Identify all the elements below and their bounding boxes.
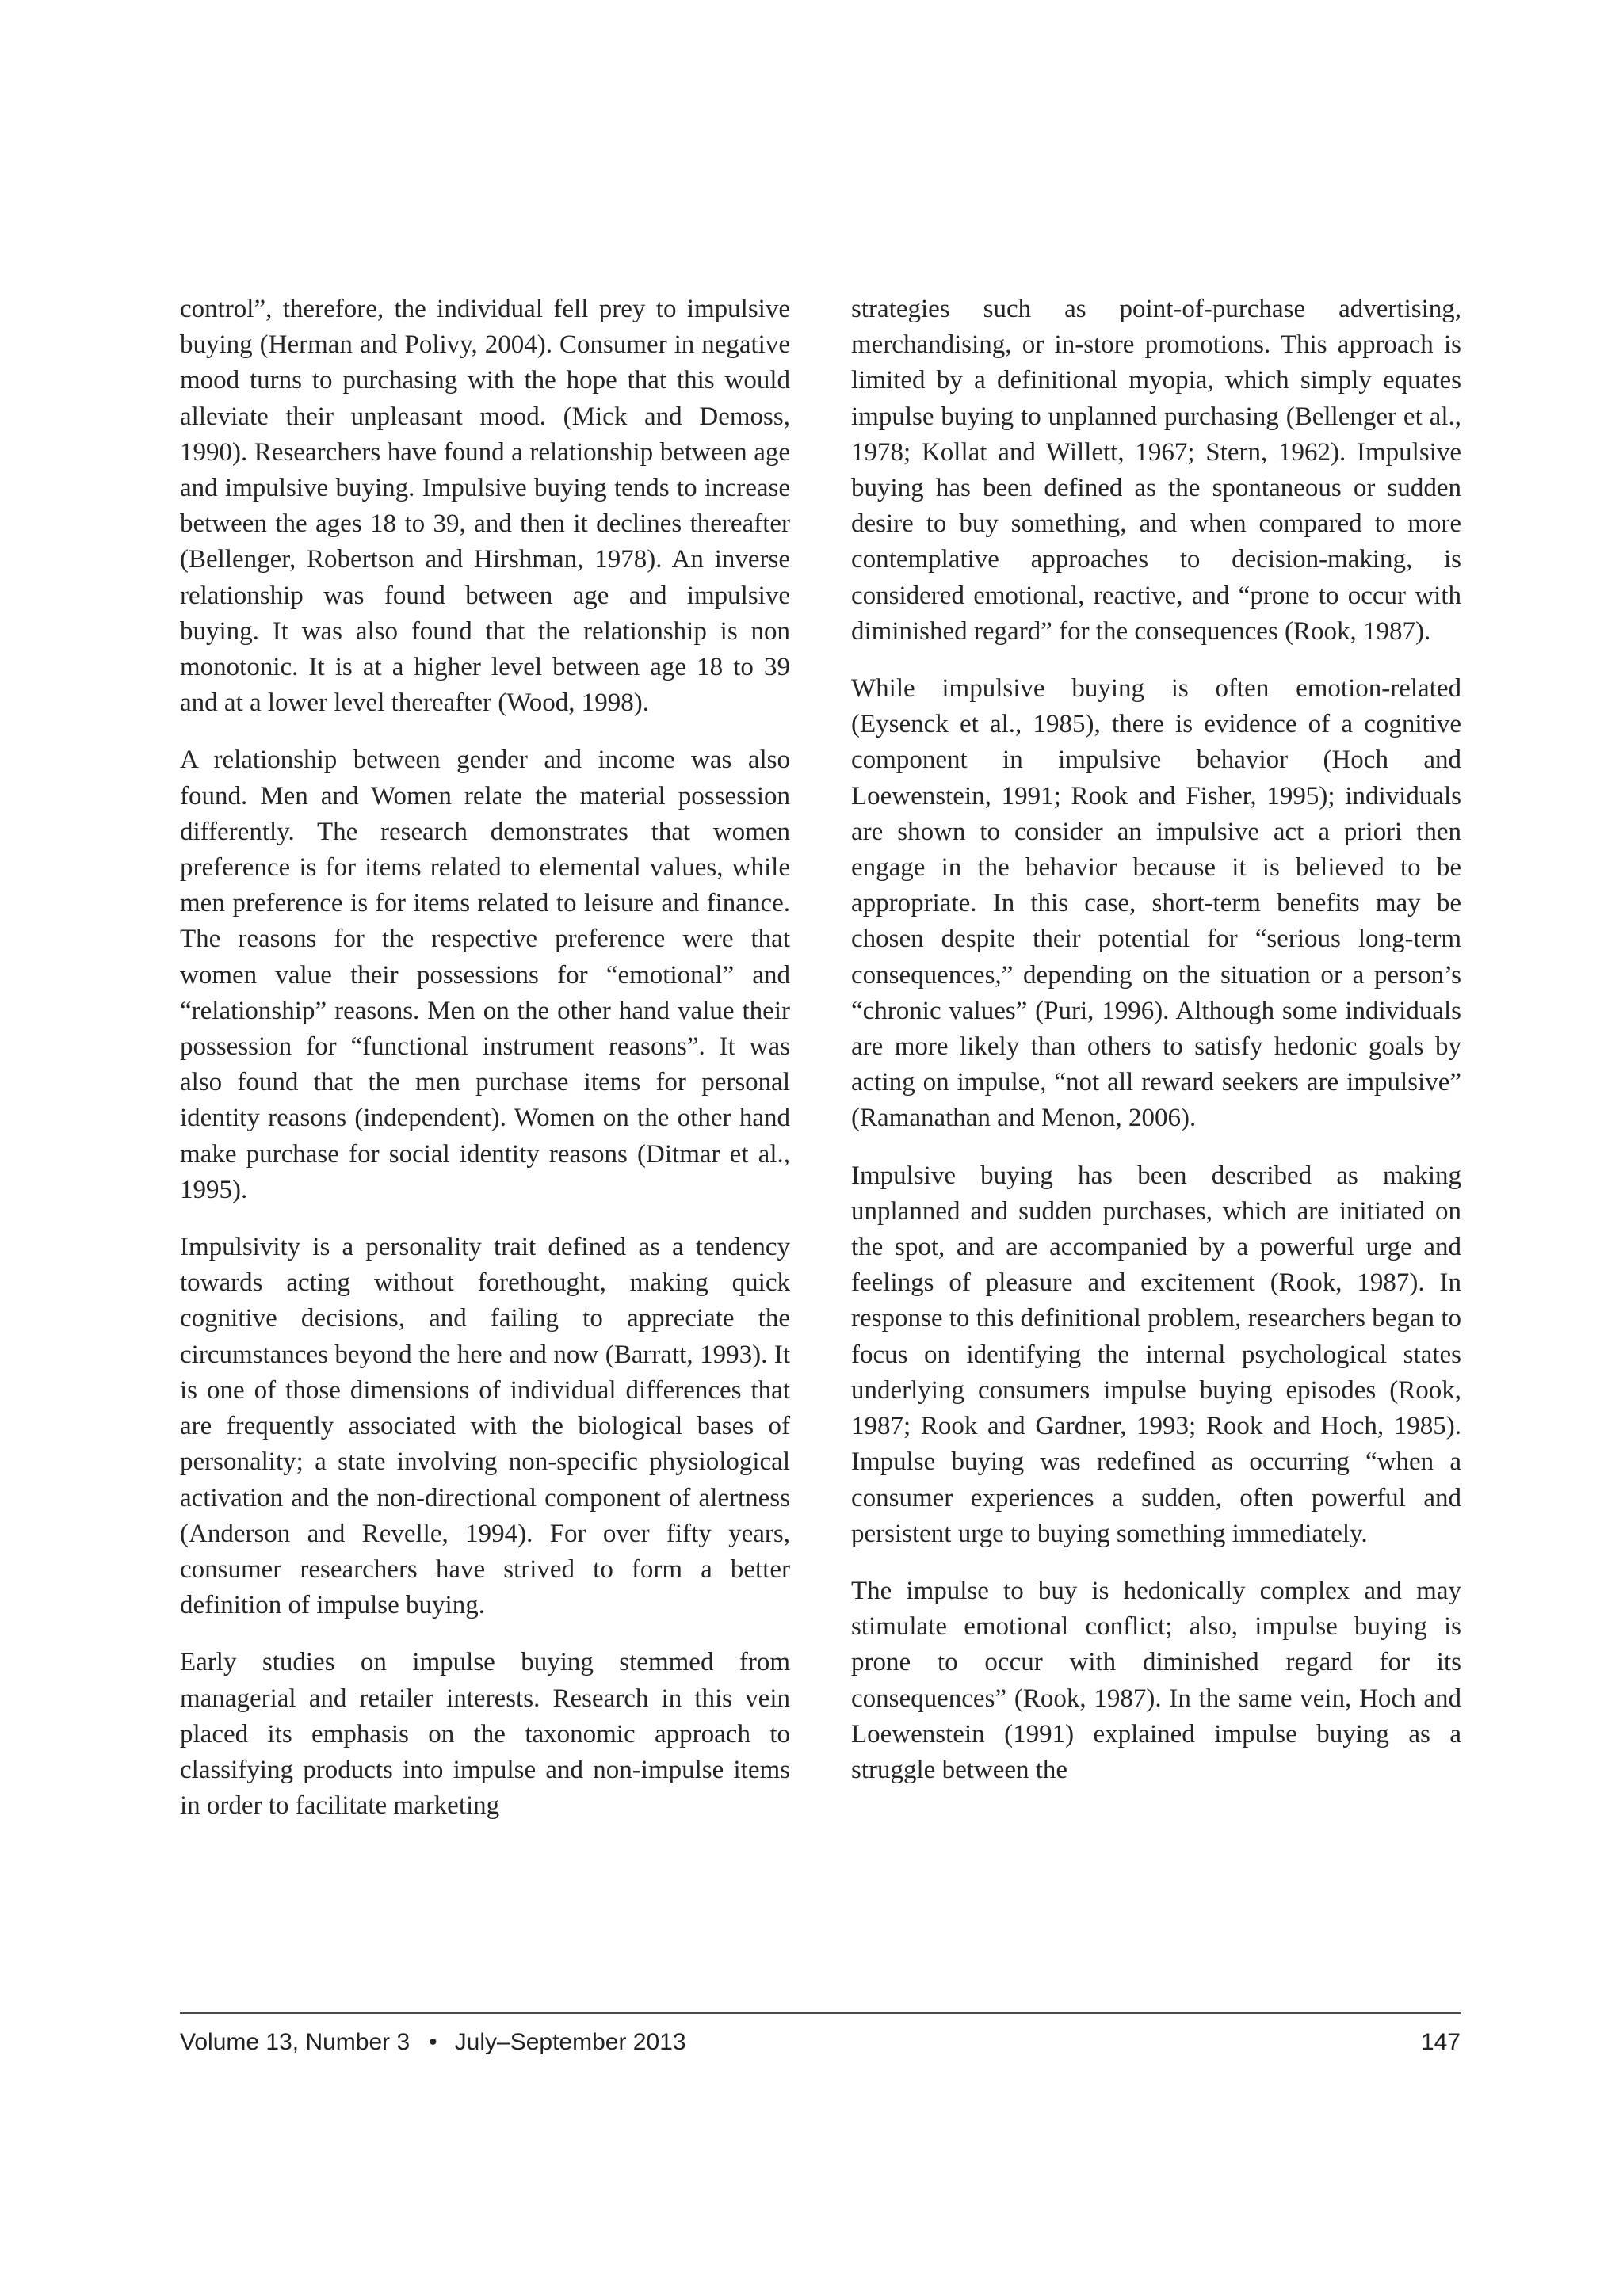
paragraph: While impulsive buying is often emotion-related (Eysenck et al., 1985), there is evidence of a cognitive component in impulsive behavior (Hoch and Loewenstein, 1991; Rook and Fisher, 1995); individuals are shown to consider an impulsive act a priori then engage in the behavior because it is believed to be appropriate. In this case, short-term benefits may be chosen despite their potential for “serious long-term consequences,” depending on the situation or a person’s “chronic values” (Puri, 1996). Although some individuals are more likely than others to satisfy hedonic goals by acting on impulse, “not all reward seekers are impulsive” (Ramanathan and Menon, 2006). [851,674,1461,1133]
paragraph: The impulse to buy is hedonically complex and may stimulate emotional conflict; also, impulse buying is prone to occur with diminished regard for its consequences” (Rook, 1987). In the same vein, Hoch and Loewenstein (1991) explained impulse buying as a struggle between the [851,1576,1461,1784]
paragraph: A relationship between gender and income was also found. Men and Women relate the material possession differently. The research demonstrates that women preference is for items related to elemental values, while men preference is for items related to leisure and finance. The reasons for the respective preference were that women value their possessions for “emotional” and “relationship” reasons. Men on the other hand value their possession for “functional instrument reasons”. It was also found that the men purchase items for personal identity reasons (independent). Women on the other hand make purchase for social identity reasons (Ditmar et al., 1995). [180,746,790,1204]
paragraph: Impulsivity is a personality trait defined as a tendency towards acting without forethought, making quick cognitive decisions, and failing to appreciate the circumstances beyond the here and now (Barratt, 1993). It is one of those dimensions of individual differences that are frequently associated with the biological bases of personality; a state involving non-specific physiological activation and the non-directional component of alertness (Anderson and Revelle, 1994). For over fifty years, consumer researchers have strived to form a better definition of impulse buying. [180,1233,790,1620]
paragraph: control”, therefore, the individual fell prey to impulsive buying (Herman and Polivy, 2004). Consumer in negative mood turns to purchasing with the hope that this would alleviate their unpleasant mood. (Mick and Demoss, 1990). Researchers have found a relationship between age and impulsive buying. Impulsive buying tends to increase between the ages 18 to 39, and then it declines thereafter (Bellenger, Robertson and Hirshman, 1978). An inverse relationship was found between age and impulsive buying. It was also found that the relationship is non monotonic. It is at a higher level between age 18 to 39 and at a lower level thereafter (Wood, 1998). [180,295,790,718]
issue-period: July–September 2013 [454,2029,686,2055]
paragraph: Early studies on impulse buying stemmed from managerial and retailer interests. Research in this vein placed its emphasis on the taxonomic approach to classifying products into impulse and non-impulse items in order to facilitate marketing [180,1648,790,1821]
volume-label: Volume 13, Number 3 [180,2029,411,2055]
paragraph: strategies such as point-of-purchase advertising, merchandising, or in-store promotions. This approach is limited by a definitional myopia, which simply equates impulse buying to unplanned purchasing (Bellenger et al., 1978; Kollat and Willett, 1967; Stern, 1962). Impulsive buying has been defined as the spontaneous or sudden desire to buy something, and when compared to more contemplative approaches to decision-making, is considered emotional, reactive, and “prone to occur with diminished regard” for the consequences (Rook, 1987). [851,295,1461,646]
page-number: 147 [1420,2029,1461,2055]
left-text-column [180,292,790,1845]
journal-issue [180,2027,686,2058]
paragraph: Impulsive buying has been described as making unplanned and sudden purchases, which are initiated on the spot, and are accompanied by a powerful urge and feelings of pleasure and excitement (Rook, 1987). In response to this definitional problem, researchers began to focus on identifying the internal psychological states underlying consumers impulse buying episodes (Rook, 1987; Rook and Gardner, 1993; Rook and Hoch, 1985). Impulse buying was redefined as occurring “when a consumer experiences a sudden, often powerful and persistent urge to buying something immediately. [851,1161,1461,1548]
right-text-column [851,292,1461,1810]
footer-divider [180,2012,1461,2014]
bullet-separator: • [429,2029,437,2055]
page-footer [180,2027,1461,2058]
